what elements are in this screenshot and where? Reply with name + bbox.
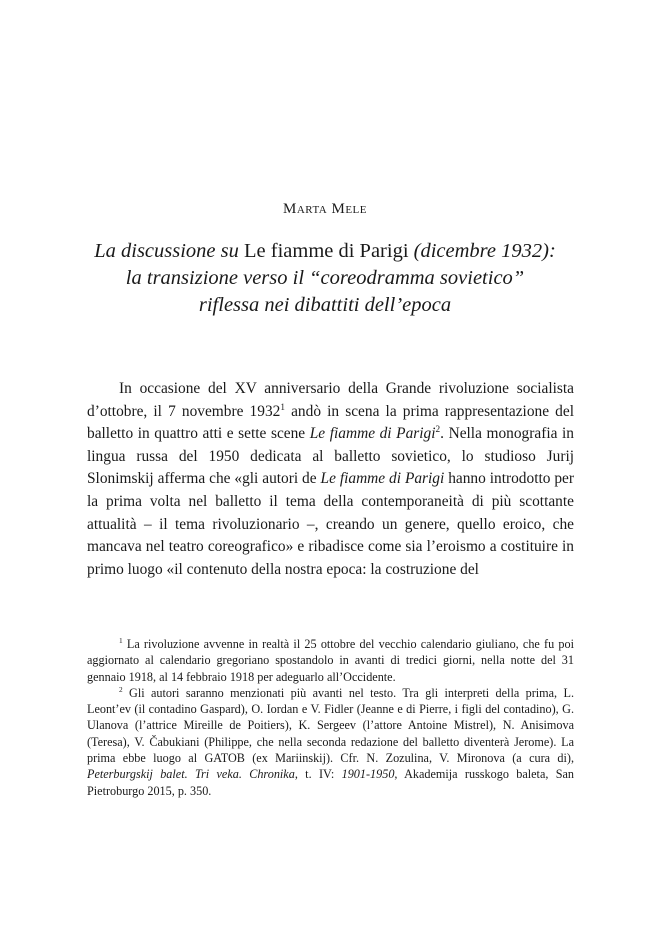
footnote-2-volume-years: 1901-1950 bbox=[341, 767, 395, 782]
footnote-ref-2[interactable]: 2 bbox=[435, 424, 441, 435]
ballet-title-2: Le fiamme di Parigi bbox=[320, 470, 445, 488]
title-ballet-name: Le fiamme di Parigi bbox=[244, 240, 409, 262]
footnote-2-text-a: Gli autori saranno menzionati più avanti nel testo. Tra gli interpreti della prima, L. Leont’ev (il contadino Gaspard), O. Iordan e V. Fidler (Jeanne e di Pierre, i figli del contadino), G. Ulanova (l’attrice Mireille de Poitiers), K. Sergeev (l’attore Antoine Mistrel), N. Anisimova (Teresa), V. Čabukiani (Philippe, che nella seconda redazione del balletto diventerà Jerome). La prima ebbe luogo al GATOB (ex Mariinskij). Cfr. N. Zozulina, V. Mironova (a cura di), bbox=[87, 685, 574, 766]
title-line-1-a: La discussione su bbox=[94, 240, 244, 262]
footnote-2-text-b: , t. IV: bbox=[294, 767, 342, 782]
body-text bbox=[87, 378, 574, 581]
footnote-1-mark: 1 bbox=[119, 635, 123, 645]
body-paragraph bbox=[87, 378, 574, 581]
footnote-2-text-c: , Akademija russkogo baleta, San Pietroburgo 2015, p. 350. bbox=[87, 767, 575, 798]
article-title bbox=[40, 238, 610, 319]
body-text-c: . Nella monografia in lingua russa del 1950 dedicata al balletto sovietico, lo studioso Jurij Slonimskij afferma che «gli autori de bbox=[87, 425, 575, 488]
body-text-b: andò in scena la prima rappresentazione del balletto in quattro atti e sette scene bbox=[87, 402, 574, 443]
body-text-a: In occasione del XV anniversario della Grande rivoluzione socialista d’ottobre, il 7 novembre 1932 bbox=[87, 380, 574, 420]
footnote-2-mark: 2 bbox=[119, 684, 123, 694]
footnote-1-text: La rivoluzione avvenne in realtà il 25 ottobre del vecchio calendario giuliano, che fu poi aggiornato al calendario gregoriano spostandolo in avanti di tredici giorni, nella notte del 31 gennaio 1918, al 14 febbraio 1918 per adeguarlo all’Occidente. bbox=[87, 637, 574, 684]
footnote-ref-1[interactable]: 1 bbox=[280, 401, 285, 412]
author-name: Marta Mele bbox=[283, 201, 367, 217]
footnote-1 bbox=[87, 636, 574, 685]
body-text-d: hanno introdotto per la prima volta nel balletto il tema della contemporaneità di più scottante attualità – il tema rivoluzionario –, creando un genere, quello eroico, che mancava nel teatro coreografico» e ribadisce come sia l’eroismo a costituire in primo luogo «il contenuto della nostra epoca: la costruzione del bbox=[87, 470, 575, 578]
footnote-2-book-title: Peterburgskij balet. Tri veka. Chronika bbox=[87, 767, 295, 782]
title-line-1 bbox=[40, 238, 610, 265]
title-line-3: riflessa nei dibattiti dell’epoca bbox=[198, 294, 452, 316]
title-line-1-c: (dicembre 1932): bbox=[408, 240, 556, 262]
title-line-2: la transizione verso il “coreodramma sovietico” bbox=[125, 267, 525, 289]
footnotes bbox=[87, 636, 574, 799]
ballet-title-1: Le fiamme di Parigi bbox=[309, 425, 436, 443]
footnote-2 bbox=[87, 685, 574, 799]
